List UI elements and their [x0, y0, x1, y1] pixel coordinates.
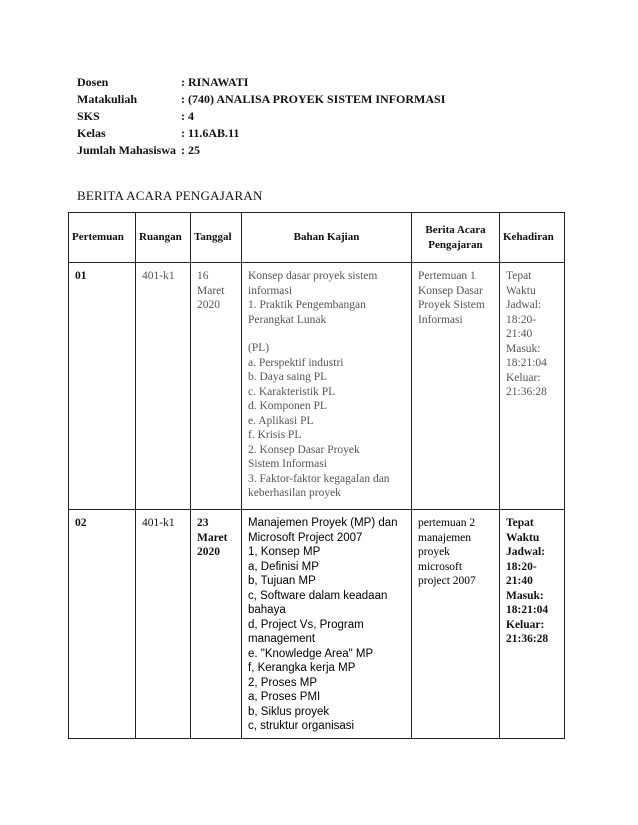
cell-line: 21:40: [506, 575, 533, 587]
info-value: : 25: [181, 143, 200, 157]
cell-line: e. "Knowledge Area" MP: [248, 647, 374, 660]
cell-line: a. Perspektif industri: [248, 356, 344, 369]
cell-line: Maret: [197, 284, 225, 297]
cell-line: f, Kerangka kerja MP: [248, 662, 356, 674]
cell-line: proyek: [418, 546, 450, 558]
cell-line: 3. Faktor-faktor kegagalan dan: [248, 472, 390, 485]
table-row: [69, 263, 565, 510]
cell-line: Jadwal:: [506, 546, 545, 558]
cell-line: Waktu: [506, 531, 540, 544]
cell-line: Konsep Dasar: [418, 284, 483, 297]
cell-line: Masuk:: [506, 589, 544, 602]
cell-line: 21:36:28: [506, 386, 547, 398]
cell-line: Proyek Sistem: [418, 299, 485, 311]
cell-line: Konsep dasar proyek sistem: [248, 270, 378, 282]
cell-line: 16: [197, 270, 209, 282]
cell-line: Tepat: [506, 517, 534, 529]
column-header-kehadiran: Kehadiran: [500, 213, 565, 263]
cell-line: d, Project Vs, Program: [248, 618, 364, 631]
cell-line: b. Daya saing PL: [248, 371, 328, 383]
info-label: Kelas: [77, 126, 106, 140]
info-value: : (740) ANALISA PROYEK SISTEM INFORMASI: [181, 92, 446, 106]
cell-line: (PL): [248, 342, 270, 354]
info-row-dosen: [77, 74, 445, 91]
cell-ruangan: 401-k1: [136, 510, 191, 739]
cell-line: Sistem Informasi: [248, 458, 327, 470]
cell-line: 1, Konsep MP: [248, 546, 321, 558]
cell-bahan-kajian: [242, 510, 412, 739]
cell-line: c, struktur organisasi: [248, 720, 355, 732]
info-value: : RINAWATI: [181, 75, 249, 89]
cell-line: 2, Proses MP: [248, 676, 318, 689]
cell-line: Waktu: [506, 284, 536, 297]
info-label: SKS: [77, 109, 100, 123]
cell-line: bahaya: [248, 604, 286, 616]
cell-line: informasi: [248, 284, 293, 297]
cell-bahan-kajian: [242, 263, 412, 510]
info-value: : 4: [181, 109, 194, 123]
column-header-bahan-kajian: Bahan Kajian: [242, 213, 412, 263]
cell-ruangan: 401-k1: [136, 263, 191, 510]
cell-line: project 2007: [418, 575, 476, 587]
cell-line: keberhasilan proyek: [248, 487, 341, 499]
cell-line: 21:40: [506, 328, 533, 340]
cell-line: Jadwal:: [506, 299, 542, 311]
cell-line: b, Tujuan MP: [248, 575, 316, 587]
cell-line: Pertemuan 1: [418, 270, 476, 282]
column-header-tanggal: Tanggal: [191, 213, 242, 263]
cell-line: f. Krisis PL: [248, 429, 302, 441]
cell-line: 21:36:28: [506, 633, 549, 645]
cell-line: Microsoft Project 2007: [248, 531, 363, 544]
cell-line: Manajemen Proyek (MP) dan: [248, 517, 398, 529]
cell-pertemuan: 01: [69, 263, 136, 510]
cell-line: c. Karakteristik PL: [248, 385, 336, 398]
cell-line: 23: [197, 517, 209, 529]
cell-line: Keluar:: [506, 618, 545, 631]
column-header-ruangan: Ruangan: [136, 213, 191, 263]
column-header-berita-acara: Berita Acara Pengajaran: [412, 213, 500, 263]
cell-line: 18:21:04: [506, 604, 549, 616]
cell-line: microsoft: [418, 560, 463, 573]
info-row-matakuliah: [77, 91, 445, 108]
info-row-jumlah-mahasiswa: [77, 142, 445, 159]
course-info: [77, 74, 445, 159]
cell-line: Tepat: [506, 270, 532, 282]
cell-line: e. Aplikasi PL: [248, 414, 314, 427]
column-header-pertemuan: Pertemuan: [69, 213, 136, 263]
cell-line: 2. Konsep Dasar Proyek: [248, 443, 360, 456]
cell-line: 2020: [197, 299, 220, 311]
cell-tanggal: [191, 510, 242, 739]
cell-line: d. Komponen PL: [248, 400, 327, 412]
cell-line: Keluar:: [506, 371, 541, 384]
cell-line: b, Siklus proyek: [248, 705, 330, 718]
cell-line: c, Software dalam keadaan: [248, 589, 388, 602]
cell-line: Informasi: [418, 313, 463, 326]
cell-berita-acara: [412, 510, 500, 739]
cell-line: a, Proses PMI: [248, 691, 321, 703]
info-row-kelas: [77, 125, 445, 142]
cell-line: a, Definisi MP: [248, 560, 319, 573]
cell-line: 1. Praktik Pengembangan: [248, 299, 366, 311]
cell-line: manajemen: [418, 531, 472, 544]
cell-line: Maret: [197, 531, 228, 544]
info-row-sks: [77, 108, 445, 125]
cell-line: [248, 327, 405, 341]
cell-line: 2020: [197, 546, 220, 558]
table-header-row: [69, 213, 565, 263]
cell-line: Masuk:: [506, 342, 541, 355]
section-title: BERITA ACARA PENGAJARAN: [77, 188, 263, 203]
cell-line: management: [248, 633, 316, 645]
cell-kehadiran: [500, 510, 565, 739]
cell-line: 18:20-: [506, 560, 537, 573]
info-label: Jumlah Mahasiswa: [77, 143, 177, 157]
cell-tanggal: [191, 263, 242, 510]
table-row: [69, 510, 565, 739]
cell-line: 18:21:04: [506, 357, 547, 369]
cell-line: pertemuan 2: [418, 517, 476, 529]
cell-pertemuan: 02: [69, 510, 136, 739]
info-label: Matakuliah: [77, 92, 138, 106]
cell-kehadiran: [500, 263, 565, 510]
info-value: : 11.6AB.11: [181, 126, 240, 140]
cell-line: Perangkat Lunak: [248, 313, 327, 326]
cell-line: 18:20-: [506, 313, 537, 326]
cell-berita-acara: [412, 263, 500, 510]
info-label: Dosen: [77, 75, 109, 89]
berita-acara-table: [68, 212, 565, 739]
